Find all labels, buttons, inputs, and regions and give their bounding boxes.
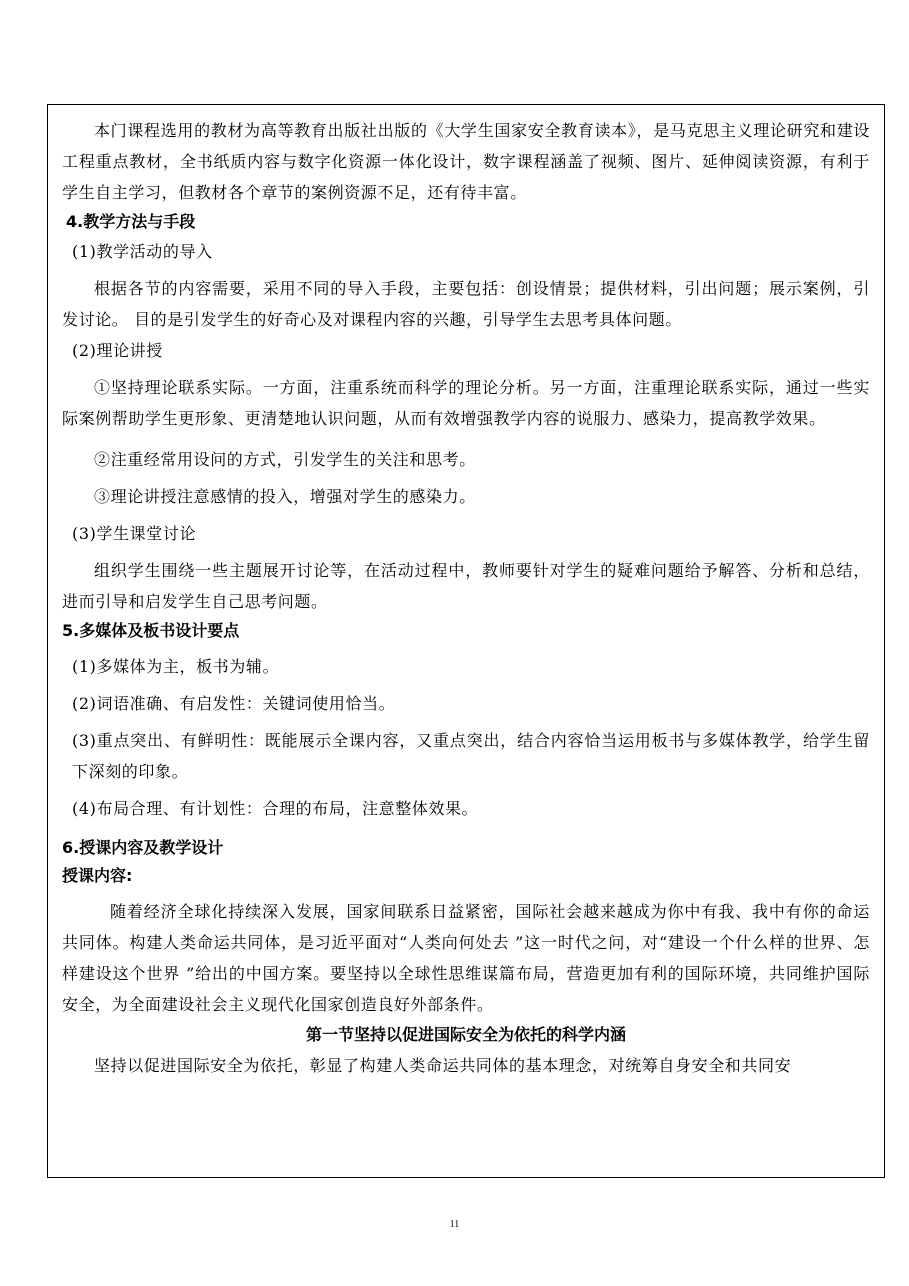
section-4-3-title: (3)学生课堂讨论 bbox=[72, 524, 197, 543]
textbook-paragraph: 本门课程选用的教材为高等教育出版社出版的《大学生国家安全教育读本》，是马克思主义理论研究和建设工程重点教材，全书纸质内容与数字化资源一体化设计，数字课程涵盖了视频、图片、延伸阅读资源，有利于学生自主学习，但教材各个章节的案例资源不足，还有待丰富。 bbox=[62, 121, 870, 202]
section-5-heading: 5.多媒体及板书设计要点 bbox=[62, 621, 240, 640]
section-5-item-1: (1)多媒体为主，板书为辅。 bbox=[72, 657, 280, 676]
section-4-2-title: (2)理论讲授 bbox=[72, 341, 163, 360]
section-5-item-2: (2)词语准确、有启发性：关键词使用恰当。 bbox=[72, 694, 396, 713]
section-1-title: 第一节坚持以促进国际安全为依托的科学内涵 bbox=[305, 1025, 626, 1044]
section-6-heading: 6.授课内容及教学设计 bbox=[62, 838, 224, 857]
section-4-2-item-1: ①坚持理论联系实际。一方面，注重系统而科学的理论分析。另一方面，注重理论联系实际，通过一些实际案例帮助学生更形象、更清楚地认识问题，从而有效增强教学内容的说服力、感染力，提高教学效果。 bbox=[62, 378, 870, 428]
section-4-2-item-2: ②注重经常用设问的方式，引发学生的关注和思考。 bbox=[94, 450, 476, 469]
section-6-body: 随着经济全球化持续深入发展，国家间联系日益紧密，国际社会越来越成为你中有我、我中有你的命运共同体。构建人类命运共同体，是习近平面对“人类向何处去 ”这一时代之问，对“建设一个什么样的世界、怎样建设这个世界 ”给出的中国方案。要坚持以全球性思维谋篇布局，营造更加有利的国际环境，共同维护国际安全，为全面建设社会主义现代化国家创造良好外部条件。 bbox=[62, 902, 870, 1014]
section-5-item-4: (4)布局合理、有计划性：合理的布局，注意整体效果。 bbox=[72, 799, 479, 818]
document-body bbox=[62, 115, 870, 1081]
section-4-1-title: (1)教学活动的导入 bbox=[72, 242, 213, 261]
section-5-item-3: (3)重点突出、有鲜明性：既能展示全课内容，又重点突出，结合内容恰当运用板书与多媒体教学，给学生留下深刻的印象。 bbox=[72, 731, 870, 781]
section-4-3-body: 组织学生围绕一些主题展开讨论等，在活动过程中，教师要针对学生的疑难问题给予解答、分析和总结，进而引导和启发学生自己思考问题。 bbox=[62, 561, 870, 611]
section-6-subheading: 授课内容: bbox=[62, 866, 133, 885]
section-4-1-body: 根据各节的内容需要，采用不同的导入手段，主要包括：创设情景；提供材料，引出问题；展示案例，引发讨论。 目的是引发学生的好奇心及对课程内容的兴趣，引导学生去思考具体问题。 bbox=[62, 279, 870, 329]
page-number: 11 bbox=[449, 1219, 460, 1230]
section-1-body: 坚持以促进国际安全为依托，彰显了构建人类命运共同体的基本理念，对统筹自身安全和共同安 bbox=[94, 1056, 792, 1075]
section-4-2-item-3: ③理论讲授注意感情的投入，增强对学生的感染力。 bbox=[94, 487, 476, 506]
section-4-heading: 4.教学方法与手段 bbox=[66, 212, 196, 231]
content-frame bbox=[47, 104, 885, 1178]
